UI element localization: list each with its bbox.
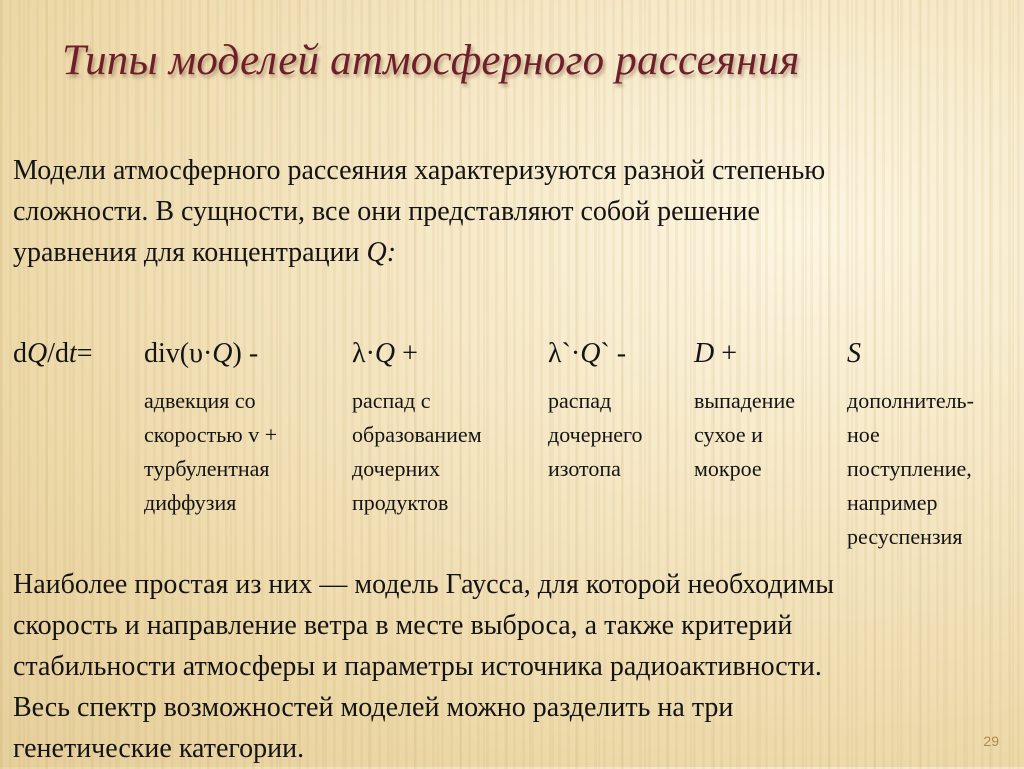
intro-colon: : — [386, 237, 397, 268]
formula-slash: /d — [47, 338, 70, 369]
formula-term-decay — [352, 335, 418, 373]
description-line: продуктов — [352, 490, 449, 515]
description-line: мокрое — [694, 456, 762, 481]
description-advection — [144, 384, 277, 520]
description-decay — [352, 384, 482, 520]
term-q: Q — [374, 338, 396, 369]
term-text: + — [714, 338, 738, 369]
slide-title: Типы моделей атмосферного рассеяния — [62, 37, 800, 84]
formula-term-daughter-decay — [548, 335, 626, 373]
description-line: выпадение — [694, 388, 795, 413]
intro-line: сложности. В сущности, все они представляют собой решение — [13, 196, 760, 227]
description-line: дополнитель- — [847, 388, 974, 413]
term-q: Q — [580, 338, 601, 369]
description-line: дочернего — [548, 422, 643, 447]
term-text: λ· — [352, 338, 375, 369]
intro-variable: Q — [366, 237, 387, 268]
description-daughter-decay — [548, 384, 642, 486]
description-source — [847, 384, 974, 554]
term-symbol: D — [694, 338, 715, 369]
outro-line: скорость и направление ветра в месте выброса, а также критерий — [13, 610, 793, 641]
formula-t: t — [69, 338, 77, 369]
term-text: + — [395, 338, 418, 369]
formula-lhs — [13, 335, 93, 373]
term-symbol: S — [847, 338, 861, 369]
description-line: распад — [548, 388, 612, 413]
description-line: ресуспензия — [847, 524, 963, 549]
description-line: адвекция со — [144, 388, 256, 413]
description-line: турбулентная — [144, 456, 270, 481]
intro-line: уравнения для концентрации — [13, 237, 367, 268]
description-line: сухое и — [694, 422, 763, 447]
outro-line: генетические категории. — [13, 733, 305, 764]
term-q: Q — [212, 338, 233, 369]
formula-q: Q — [27, 338, 48, 369]
description-line: распад с — [352, 388, 431, 413]
formula-d: d — [13, 338, 27, 369]
description-line: ное — [847, 422, 880, 447]
formula-term-source — [847, 335, 861, 373]
formula-equals: = — [76, 338, 93, 369]
description-line: скоростью v + — [144, 422, 278, 447]
page-number: 29 — [983, 733, 999, 749]
outro-line: стабильности атмосферы и параметры источника радиоактивности. — [13, 651, 822, 682]
description-line: изотопа — [548, 456, 621, 481]
description-line: дочерних — [352, 456, 440, 481]
description-line: образованием — [352, 422, 482, 447]
formula-term-advection — [144, 335, 258, 373]
description-line: диффузия — [144, 490, 237, 515]
outro-line: Наиболее простая из них — модель Гаусса, для которой необходимы — [13, 569, 835, 600]
term-text: ` - — [600, 338, 627, 369]
term-text: λ`· — [548, 338, 581, 369]
description-line: например — [847, 490, 938, 515]
formula-term-deposition — [694, 335, 737, 373]
term-text: ) - — [232, 338, 259, 369]
intro-line: Модели атмосферного рассеяния характеризуются разной степенью — [13, 155, 826, 186]
description-deposition — [694, 384, 795, 486]
outro-line: Весь спектр возможностей моделей можно разделить на три — [13, 692, 734, 723]
term-text: div(υ· — [144, 338, 213, 369]
intro-paragraph — [13, 150, 1013, 273]
outro-paragraph — [13, 564, 1013, 769]
description-line: поступление, — [847, 456, 972, 481]
